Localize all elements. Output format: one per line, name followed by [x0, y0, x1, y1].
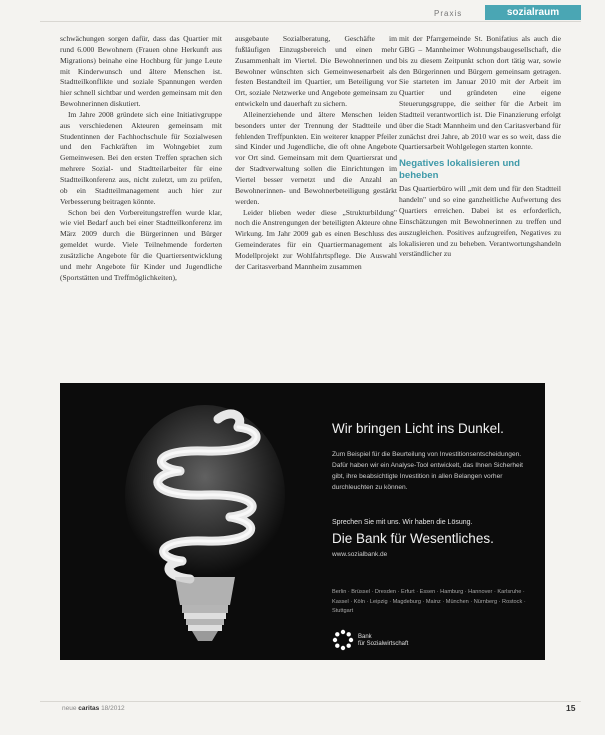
paragraph: Schon bei den Vorbereitungstreffen wurde klar, wie viel Bedarf auch bei einer Stadtteilkonferenz im März 2009 durch die Bürgerinnen und Bürger gemeldet wurde. Viele Teilnehmende forderten zusätzliche Angebote für die Quartiersentwicklung und mehr Angebote für Kinder und Jugendliche (Sportstätten und Treffmöglichkeiten), — [60, 207, 222, 282]
footer-issue: 18/2012 — [101, 705, 125, 712]
ad-slogan: Die Bank für Wesentliches. — [332, 531, 494, 546]
bank-logo — [332, 629, 442, 653]
bank-logo-icon — [332, 629, 354, 651]
header-divider — [40, 21, 581, 22]
section-label: Praxis — [434, 9, 463, 18]
ad-call-to-action: Sprechen Sie mit uns. Wir haben die Lösung. — [332, 519, 473, 526]
footer-publication — [62, 705, 125, 712]
paragraph: Leider blieben weder diese „Strukturbildung" noch die Anstrengungen der beteiligten Akteure ohne Wirkung. Im Jahr 2009 gab es einen Beschluss des Gemeinderates für ein Quartiermanagement als Modellprojekt zur Wohlfahrtspflege. Die Auswahl der Caritasverband Mannheim zusammen — [235, 207, 397, 271]
ad-city-list: Berlin · Brüssel · Dresden · Erfurt · Essen · Hamburg · Hannover · Karlsruhe · Kassel · Köln · Leipzig · Magdeburg · Mainz · München · Nürnberg · Rostock · Stuttgart — [332, 589, 526, 614]
bank-logo-text — [358, 634, 448, 648]
bank-logo-line-1: Bank — [358, 634, 372, 640]
footer-prefix: neue — [62, 705, 77, 712]
paragraph: Alleinerziehende und ältere Menschen leiden besonders unter der Trennung der Stadtteile und fehlenden Treffpunkten. Ein weiterer knapper Pfeiler sind Kinder und Jugendliche, die oft ohne Angebote vor Ort sind. Gemeinsam mit dem Quartiersrat und der Stadtverwaltung sollen die Einrichtungen im Viertel besser vernetzt und die Anzahl an Bewohnerinnen- und Bewohnerbeteiligung gestärkt werden. — [235, 109, 397, 206]
article-column-3 — [399, 34, 561, 354]
article-column-2 — [235, 34, 397, 354]
paragraph: schwächungen sorgen dafür, dass das Quartier mit rund 6.000 Bewohnern (Frauen ohne Herkunft aus Migrations) beinahe eine Hochburg für junge Leute mit Kinderwunsch und ältere Menschen ist. Stadtteilkonflikte und soziale Spannungen werden hier schnell sichtbar und werden gemeinsam mit den Bewohnerinnen diskutiert. — [60, 34, 222, 109]
advertisement[interactable] — [60, 383, 545, 660]
ad-headline: Wir bringen Licht ins Dunkel. — [332, 421, 504, 436]
paragraph: Im Jahre 2008 gründete sich eine Initiativgruppe aus verschiedenen Akteuren gemeinsam mit Studentinnen der Fachhochschule für Sozialwesen und den Fachkräften im Wohngebiet zum Gemeinwesen. Bei den ersten Treffen sprachen sich mehrere Sozial- und Stadtteilarbeiter für eine Stadtteilkonferenz aus, nicht zuletzt, um zu prüfen, ob ein Stadtteilmanagement auch hier zur Verbesserung beitragen könnte. — [60, 109, 222, 206]
bank-logo-line-2: für Sozialwirtschaft — [358, 641, 409, 647]
footer-magazine-name: caritas — [78, 705, 100, 712]
energy-saving-bulb-icon — [120, 405, 290, 645]
section-subheading: Negatives lokalisieren und beheben — [399, 158, 521, 181]
paragraph: Das Quartierbüro will „mit dem und für den Stadtteil handeln" und so eine ganzheitliche Aufwertung des Quartiers erreichen. Dabei ist es erforderlich, Einschätzungen mit Bewohnerinnen zu treffen und auszugleichen. Positives aufzugreifen, Negatives zu lokalisieren und zu beheben. Verantwortungshandeln verständlicher zu — [399, 184, 561, 259]
article-column-1 — [60, 34, 222, 354]
footer-divider — [40, 701, 581, 702]
page-number: 15 — [566, 703, 576, 713]
paragraph: mit der Pfarrgemeinde St. Bonifatius als auch die GBG – Mannheimer Wohnungsbaugesellschaft, die bis zu diesem Zeitpunkt schon dort tätig war, sowie den Bürgerinnen und Bürgern gemeinsam getragen. Sie starteten im Januar 2010 mit der Arbeit im Quartier und gründeten eine eigene Steuerungsgruppe, die seither für die Arbeit im Stadtteil verantwortlich ist. Die Finanzierung erfolgt über die Stadt Mannheim und den Caritasverband für zunächst drei Jahre, ab 2010 war es so weit, dass die Quartiersarbeit Wohlgelegen starten konnte. — [399, 34, 561, 152]
ad-body-text: Zum Beispiel für die Beurteilung von Investitionsentscheidungen. Dafür haben wir ein Analyse-Tool entwickelt, das Ihnen Sicherheit gibt, ihre beabsichtigte Investition in allen Belangen vorher durchleuchten zu können. — [332, 451, 523, 491]
paragraph: ausgebaute Sozialberatung, Geschäfte im fußläufigen Einzugsbereich und einen mehr Zusammenhalt im Viertel. Die Bewohnerinnen und Bewohner wünschten sich Gemeinwesenarbeit als festen Bestandteil im Quartier, um Beteiligung vor Ort, soziale Netzwerke und Angebote gemeinsam zu entwickeln und dauerhaft zu sichern. — [235, 34, 397, 109]
ad-website-link[interactable]: www.sozialbank.de — [332, 551, 388, 558]
section-tab: sozialraum — [485, 5, 581, 20]
